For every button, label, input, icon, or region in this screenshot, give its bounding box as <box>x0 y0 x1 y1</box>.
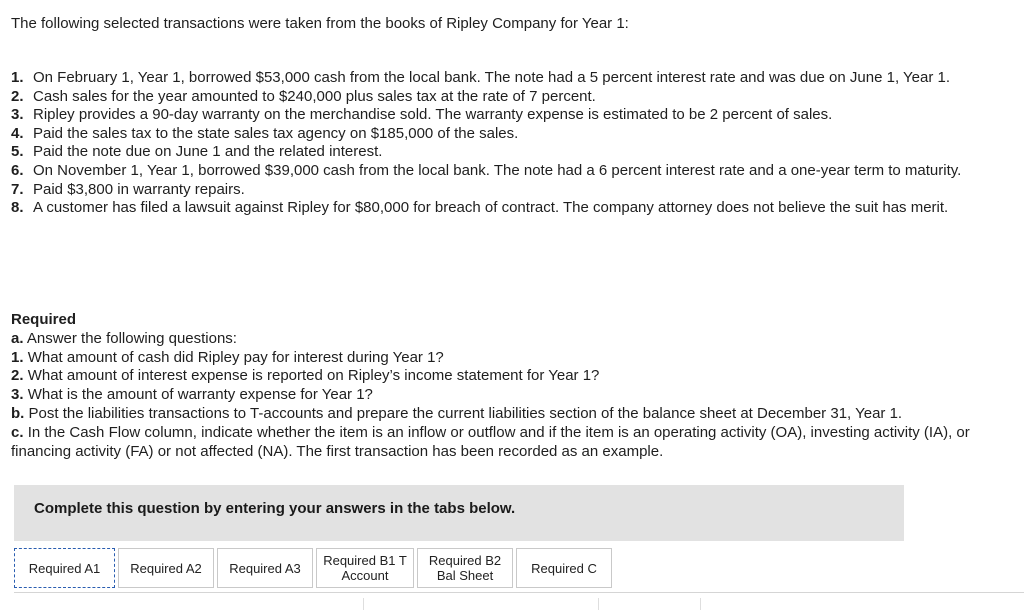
tab-required-b2[interactable] <box>417 548 513 588</box>
item-text: On November 1, Year 1, borrowed $39,000 cash from the local bank. The note had a 6 percent interest rate and a one-year term to maturity. <box>33 161 962 179</box>
tab-label: Required A2 <box>130 560 202 576</box>
question-number: 3. <box>11 386 24 404</box>
list-item <box>11 125 996 144</box>
part-label: b. <box>11 404 25 422</box>
part-text: Answer the following questions: <box>26 329 237 347</box>
question-item <box>11 349 1001 368</box>
tab-label: Required B1 T <box>323 553 407 568</box>
item-text: On February 1, Year 1, borrowed $53,000 cash from the local bank. The note had a 5 percent interest rate and was due on June 1, Year 1. <box>33 69 950 86</box>
list-item <box>11 69 996 88</box>
tab-label: Required C <box>531 560 597 576</box>
question-text: What is the amount of warranty expense for Year 1? <box>27 386 373 404</box>
tab-label: Required A1 <box>28 560 101 576</box>
question-text: What amount of cash did Ripley pay for interest during Year 1? <box>27 348 444 366</box>
answer-tabs <box>14 548 612 592</box>
transaction-list <box>11 69 996 218</box>
tab-required-a3[interactable] <box>217 548 313 588</box>
item-number: 8. <box>11 199 24 217</box>
list-item <box>11 143 996 162</box>
required-part-b <box>11 405 1001 424</box>
tab-label: Required B2 <box>428 553 502 568</box>
item-number: 2. <box>11 87 24 105</box>
item-text: Paid the sales tax to the state sales tax agency on $185,000 of the sales. <box>33 124 519 142</box>
required-section <box>11 311 1001 461</box>
intro-text: The following selected transactions were taken from the books of Ripley Company for Year 1: <box>11 15 629 32</box>
divider <box>700 598 701 610</box>
tab-required-c[interactable] <box>516 548 612 588</box>
tab-required-b1[interactable] <box>316 548 414 588</box>
item-number: 6. <box>11 161 24 179</box>
instruction-banner <box>14 485 904 541</box>
tab-label: Required A3 <box>229 560 301 576</box>
item-text: A customer has filed a lawsuit against Ripley for $80,000 for breach of contract. The company attorney does not believe the suit has merit. <box>33 199 949 217</box>
divider <box>363 598 364 610</box>
part-label: c. <box>11 423 24 441</box>
tab-label-line2: Account <box>341 568 389 583</box>
part-text: Post the liabilities transactions to T-accounts and prepare the current liabilities section of the balance sheet at December 31, Year 1. <box>28 404 903 422</box>
list-item <box>11 88 996 107</box>
tab-label-line2: Bal Sheet <box>436 568 494 583</box>
question-text: What amount of interest expense is reported on Ripley’s income statement for Year 1? <box>27 367 600 385</box>
question-item <box>11 367 1001 386</box>
item-text: Ripley provides a 90-day warranty on the merchandise sold. The warranty expense is estimated to be 2 percent of sales. <box>33 106 833 124</box>
list-item <box>11 162 996 181</box>
divider <box>598 598 599 610</box>
question-number: 2. <box>11 367 24 385</box>
tab-required-a2[interactable] <box>118 548 214 588</box>
tab-required-a1[interactable] <box>14 548 115 588</box>
item-number: 1. <box>11 69 24 86</box>
required-part-c <box>11 424 1001 462</box>
required-part-a <box>11 330 1001 349</box>
item-number: 4. <box>11 124 24 142</box>
required-heading: Required <box>11 311 77 328</box>
list-item <box>11 199 996 218</box>
part-label: a. <box>11 329 24 347</box>
item-text: Cash sales for the year amounted to $240,000 plus sales tax at the rate of 7 percent. <box>33 87 596 105</box>
item-number: 3. <box>11 106 24 124</box>
item-text: Paid the note due on June 1 and the related interest. <box>33 143 383 161</box>
divider <box>14 592 1024 593</box>
part-text: In the Cash Flow column, indicate whether the item is an inflow or outflow and if the item is an operating activity (OA), investing activity (IA), or financing activity (FA) or not affected (NA). The first transaction has been recorded as an example. <box>11 423 970 460</box>
list-item <box>11 106 996 125</box>
item-text: Paid $3,800 in warranty repairs. <box>33 180 245 198</box>
banner-text: Complete this question by entering your answers in the tabs below. <box>34 500 516 517</box>
question-item <box>11 386 1001 405</box>
list-item <box>11 181 996 200</box>
item-number: 7. <box>11 180 24 198</box>
item-number: 5. <box>11 143 24 161</box>
question-number: 1. <box>11 348 24 366</box>
